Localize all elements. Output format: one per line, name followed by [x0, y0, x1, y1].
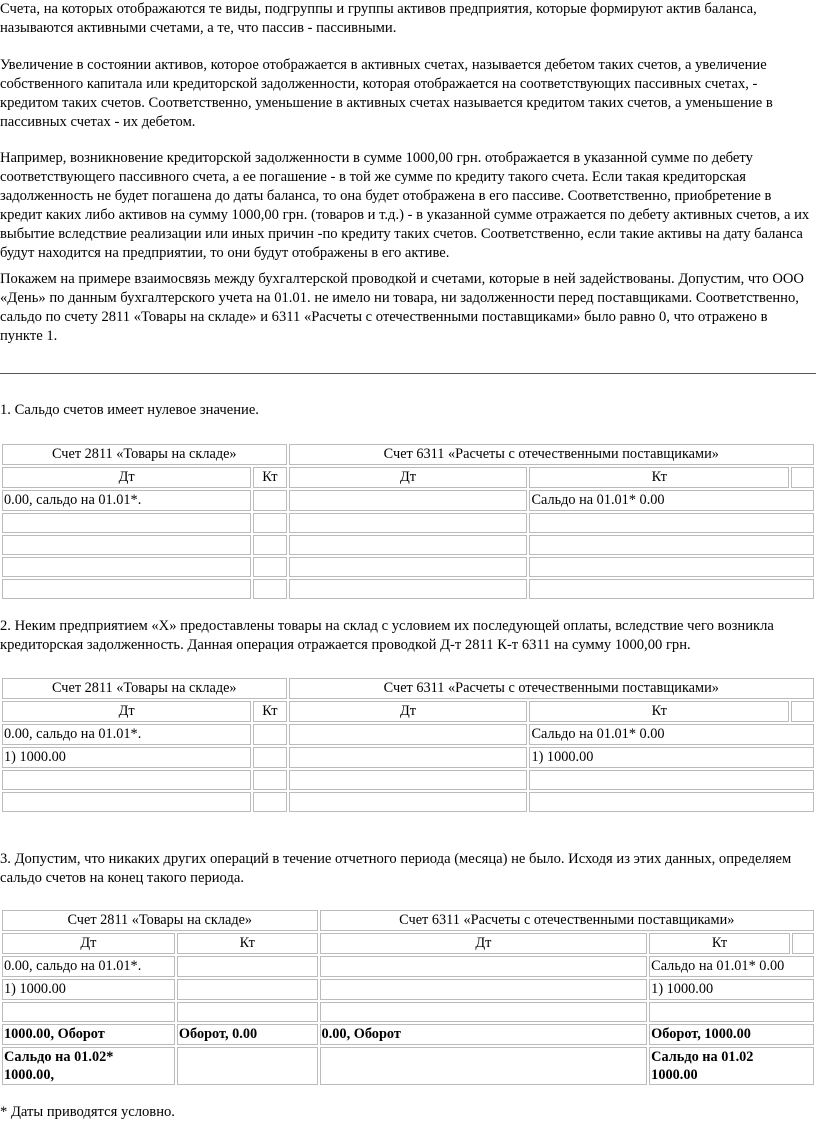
empty-cell — [792, 933, 814, 954]
opening-balance-6311: Сальдо на 01.01* 0.00 — [649, 956, 814, 977]
step-2-text: 2. Неким предприятием «Х» предоставлены товары на склад с условием их последующей оплаты, вследствие чего возникла кредиторская задолженность. Данная операция отражается проводкой Д-т 2811 К-т 6311 на сумму 1000,00 грн. — [0, 618, 774, 653]
closing-balance-2811-value: 1000.00, — [4, 1067, 55, 1083]
debit-header: Дт — [320, 933, 648, 954]
closing-balance-2811 — [2, 1047, 175, 1085]
account-2811-header: Счет 2811 «Товары на складе» — [2, 678, 287, 699]
entry-6311-credit: 1) 1000.00 — [529, 747, 814, 768]
account-2811-header: Счет 2811 «Товары на складе» — [2, 910, 318, 931]
paragraph-1: Счета, на которых отображаются те виды, подгруппы и группы активов предприятия, которые формируют актив баланса, называются активными счетами, а те, что пассив - пассивными. — [0, 1, 757, 36]
account-6311-header: Счет 6311 «Расчеты с отечественными поставщиками» — [289, 444, 814, 465]
empty-cell — [649, 1002, 814, 1022]
empty-cell — [289, 792, 528, 812]
paragraph-2: Увеличение в состоянии активов, которое отображается в активных счетах, называется дебетом таких счетов, а увеличение собственного капитала или кредиторской задолженности, которая отображается на соответствующих пассивных счетах, - кредитом таких счетов. Соответственно, уменьшение в активных счетах называется кредитом таких счетов, а уменьшение в пассивных счетах - их дебетом. — [0, 57, 773, 130]
closing-balance-6311-value: 1000.00 — [651, 1067, 698, 1083]
empty-cell — [529, 535, 814, 555]
account-6311-header: Счет 6311 «Расчеты с отечественными поставщиками» — [320, 910, 814, 931]
horizontal-rule — [0, 373, 816, 374]
credit-header: Кт — [529, 467, 789, 488]
empty-cell — [177, 1002, 318, 1022]
turnover-6311-credit: Оборот, 1000.00 — [649, 1024, 814, 1045]
empty-cell — [177, 979, 318, 1000]
turnover-2811-credit: Оборот, 0.00 — [177, 1024, 318, 1045]
empty-cell — [253, 724, 286, 745]
step-1-text: 1. Сальдо счетов имеет нулевое значение. — [0, 402, 259, 418]
empty-cell — [2, 1002, 175, 1022]
step-3-text: 3. Допустим, что никаких других операций в течение отчетного периода (месяца) не было. Исходя из этих данных, определяем сальдо счетов на конец такого периода. — [0, 851, 792, 886]
empty-cell — [2, 579, 251, 599]
empty-cell — [529, 770, 814, 790]
empty-cell — [177, 1047, 318, 1085]
debit-header: Дт — [2, 933, 175, 954]
empty-cell — [529, 513, 814, 533]
empty-cell — [289, 513, 528, 533]
empty-cell — [2, 770, 251, 790]
empty-cell — [253, 579, 286, 599]
debit-header: Дт — [2, 467, 251, 488]
empty-cell — [289, 579, 528, 599]
opening-balance-6311: Сальдо на 01.01* 0.00 — [529, 724, 814, 745]
credit-header: Кт — [253, 701, 286, 722]
empty-cell — [253, 513, 286, 533]
account-2811-header: Счет 2811 «Товары на складе» — [2, 444, 287, 465]
empty-cell — [253, 747, 286, 768]
closing-balance-2811-label: Сальдо на 01.02* — [4, 1049, 114, 1065]
empty-cell — [2, 557, 251, 577]
opening-balance-2811: 0.00, сальдо на 01.01*. — [2, 490, 251, 511]
empty-cell — [529, 557, 814, 577]
ledger-table-1 — [0, 442, 816, 601]
empty-cell — [289, 747, 528, 768]
credit-header: Кт — [177, 933, 318, 954]
empty-cell — [529, 579, 814, 599]
entry-6311-credit: 1) 1000.00 — [649, 979, 814, 1000]
empty-cell — [320, 979, 648, 1000]
turnover-2811-debit: 1000.00, Оборот — [2, 1024, 175, 1045]
empty-cell — [253, 792, 286, 812]
empty-cell — [253, 535, 286, 555]
empty-cell — [289, 770, 528, 790]
empty-cell — [529, 792, 814, 812]
empty-cell — [253, 557, 286, 577]
debit-header: Дт — [289, 467, 528, 488]
opening-balance-2811: 0.00, сальдо на 01.01*. — [2, 724, 251, 745]
empty-cell — [289, 535, 528, 555]
empty-cell — [2, 792, 251, 812]
debit-header: Дт — [289, 701, 528, 722]
empty-cell — [2, 513, 251, 533]
entry-2811-debit: 1) 1000.00 — [2, 979, 175, 1000]
empty-cell — [320, 1047, 648, 1085]
closing-balance-6311-label: Сальдо на 01.02 — [651, 1049, 754, 1065]
empty-cell — [289, 724, 528, 745]
credit-header: Кт — [253, 467, 286, 488]
closing-balance-6311 — [649, 1047, 814, 1085]
empty-cell — [289, 557, 528, 577]
ledger-table-3 — [0, 908, 816, 1087]
empty-cell — [2, 535, 251, 555]
empty-cell — [791, 701, 814, 722]
empty-cell — [253, 770, 286, 790]
opening-balance-2811: 0.00, сальдо на 01.01*. — [2, 956, 175, 977]
debit-header: Дт — [2, 701, 251, 722]
empty-cell — [253, 490, 286, 511]
opening-balance-6311: Сальдо на 01.01* 0.00 — [529, 490, 814, 511]
empty-cell — [791, 467, 814, 488]
turnover-6311-debit: 0.00, Оборот — [320, 1024, 648, 1045]
paragraph-4: Покажем на примере взаимосвязь между бухгалтерской проводкой и счетами, которые в ней задействованы. Допустим, что ООО «День» по данным бухгалтерского учета на 01.01. не имело ни товара, ни задолженности перед поставщиками. Соответственно, сальдо по счету 2811 «Товары на складе» и 6311 «Расчеты с отечественными поставщиками» было равно 0, что отражено в пункте 1. — [0, 271, 804, 344]
entry-2811-debit: 1) 1000.00 — [2, 747, 251, 768]
credit-header: Кт — [529, 701, 789, 722]
paragraph-3: Например, возникновение кредиторской задолженности в сумме 1000,00 грн. отображается в указанной сумме по дебету соответствующего пассивного счета, а ее погашение - в той же сумме по кредиту такого счета. Если такая кредиторская задолженность не будет погашена до даты баланса, то она будет отображена в его пассиве. Соответственно, приобретение в кредит каких либо активов на сумму 1000,00 грн. (товаров и т.д.) - в указанной сумме отражается по дебету активных счетов, а их выбытие вследствие реализации или иных причин -по кредиту таких счетов. Соответственно, если такие активы на дату баланса будут находится на предприятии, то они будут отображены в его активе. — [0, 150, 810, 261]
ledger-table-2 — [0, 676, 816, 814]
credit-header: Кт — [649, 933, 790, 954]
empty-cell — [320, 1002, 648, 1022]
empty-cell — [177, 956, 318, 977]
footnote: * Даты приводятся условно. — [0, 1104, 175, 1120]
account-6311-header: Счет 6311 «Расчеты с отечественными поставщиками» — [289, 678, 814, 699]
empty-cell — [320, 956, 648, 977]
empty-cell — [289, 490, 528, 511]
